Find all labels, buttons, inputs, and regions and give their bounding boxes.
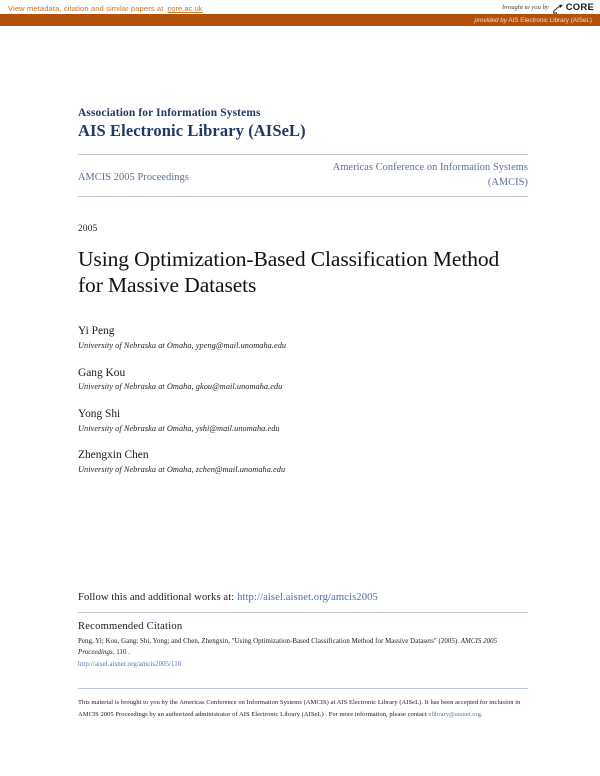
author-entry (78, 366, 528, 393)
publication-year: 2005 (78, 222, 98, 233)
author-affiliation: University of Nebraska at Omaha, zchen@mail.unomaha.edu (78, 465, 286, 475)
cover-page (0, 106, 600, 721)
recommended-citation-heading: Recommended Citation (78, 620, 183, 632)
conference-name-line1: Americas Conference on Information Systems (332, 161, 528, 173)
follow-works-link[interactable]: http://aisel.aisnet.org/amcis2005 (237, 591, 378, 603)
footer-note (78, 697, 528, 721)
page-title-line2: for Massive Datasets (78, 272, 257, 297)
provided-by-source: AIS Electronic Library (AISeL) (508, 16, 592, 24)
divider-under-proceedings (78, 196, 528, 197)
conference-name (333, 161, 528, 191)
proceedings-collection[interactable]: AMCIS 2005 Proceedings (78, 171, 189, 183)
author-name: Yong Shi (78, 408, 121, 421)
ais-masthead (78, 106, 528, 142)
page-title (78, 246, 528, 298)
association-name: Association for Information Systems (78, 107, 261, 119)
core-banner (0, 0, 600, 26)
divider-above-citation (78, 612, 528, 613)
author-affiliation: University of Nebraska at Omaha, yshi@mail.unomaha.edu (78, 423, 280, 433)
core-metadata-line (8, 0, 203, 16)
author-entry (78, 448, 528, 475)
core-banner-top-row (0, 0, 600, 14)
citation-text-part2: . 110 . (112, 649, 131, 657)
citation-source-italic: AMCIS 2005 Proceedings (78, 637, 498, 657)
contact-email-link[interactable]: elibrary@aisnet.org (428, 710, 481, 718)
author-name: Yi Peng (78, 325, 115, 338)
author-affiliation: University of Nebraska at Omaha, ypeng@mail.unomaha.edu (78, 340, 287, 350)
author-name: Zhengxin Chen (78, 449, 149, 462)
author-entry (78, 407, 528, 434)
author-list (78, 324, 528, 476)
follow-works-label: Follow this and additional works at: (78, 591, 235, 603)
divider-above-footer (78, 688, 528, 689)
provided-by-text (474, 17, 592, 24)
provided-by-prefix: provided by (474, 16, 507, 24)
author-affiliation: University of Nebraska at Omaha, gkou@mail.unomaha.edu (78, 382, 283, 392)
footer-note-text: This material is brought to you by the Americas Conference on Information Systems (AMCIS) at AIS Electronic Library (AISeL). It has been accepted for inclusion in AMCIS 2005 Proceedings by an authorized administrator of AIS Electronic Library (AISeL) . For more information, please contact (78, 698, 521, 718)
recommended-citation-text (78, 636, 528, 659)
recommended-citation (78, 621, 528, 668)
author-name: Gang Kou (78, 366, 126, 379)
core-wordmark: CORE (565, 1, 594, 13)
author-entry (78, 324, 528, 351)
citation-text-part1: Peng, Yi; Kou, Gang; Shi, Yong; and Chen, Zhengxin, "Using Optimization-Based Classification Method for Massive Datasets" (2005). (78, 637, 461, 645)
conference-name-line2: (AMCIS) (487, 176, 528, 188)
core-brand (502, 2, 594, 13)
brought-to-you-by-label: brought to you by (502, 3, 549, 11)
core-ac-uk-link[interactable]: core.ac.uk (167, 4, 203, 13)
citation-permalink[interactable]: http://aisel.aisnet.org/amcis2005/110 (78, 660, 182, 668)
page-title-line1: Using Optimization-Based Classification Method (78, 246, 500, 271)
core-metadata-text: View metadata, citation and similar papers at (8, 4, 164, 13)
follow-works-line (78, 592, 528, 603)
core-arrow-icon (552, 2, 563, 13)
proceedings-row (78, 155, 528, 196)
library-name: AIS Electronic Library (AISeL) (78, 121, 306, 141)
footer-note-end: . (480, 710, 483, 718)
